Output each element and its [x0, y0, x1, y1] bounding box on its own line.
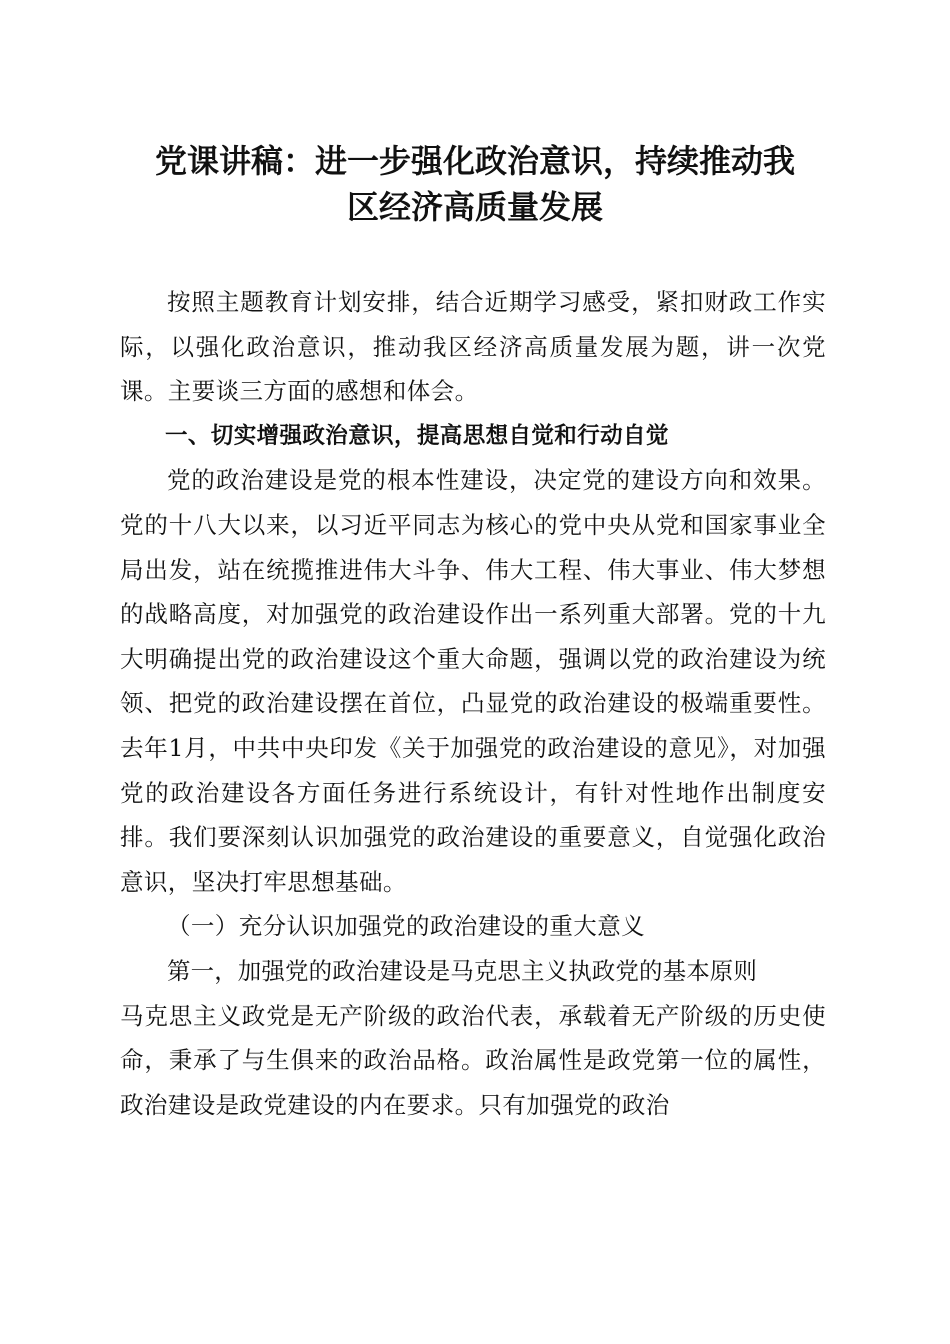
- document-body: [120, 280, 826, 1127]
- intro-paragraph: 按照主题教育计划安排，结合近期学习感受，紧扣财政工作实际，以强化政治意识，推动我区经济高质量发展为题，讲一次党课。主要谈三方面的感想和体会。: [120, 288, 826, 406]
- point-heading-1: 第一，加强党的政治建设是马克思主义执政党的基本原则: [167, 956, 757, 985]
- title-line-2: 区经济高质量发展: [346, 188, 603, 226]
- section-heading-1: 一、切实增强政治意识，提高思想自觉和行动自觉: [165, 422, 669, 449]
- document-title: [100, 138, 850, 230]
- subsection-heading-1: （一）充分认识加强党的政治建设的重大意义: [167, 912, 645, 941]
- title-line-1: 党课讲稿：进一步强化政治意识，持续推动我: [154, 142, 795, 180]
- body-paragraph: 马克思主义政党是无产阶级的政治代表，承载着无产阶级的历史使命，秉承了与生俱来的政治品格。政治属性是政党第一位的属性，政治建设是政党建设的内在要求。只有加强党的政治: [120, 1001, 826, 1119]
- body-paragraph: 党的政治建设是党的根本性建设，决定党的建设方向和效果。党的十八大以来，以习近平同志为核心的党中央从党和国家事业全局出发，站在统揽推进伟大斗争、伟大工程、伟大事业、伟大梦想的战略高度，对加强党的政治建设作出一系列重大部署。党的十九大明确提出党的政治建设这个重大命题，强调以党的政治建设为统领、把党的政治建设摆在首位，凸显党的政治建设的极端重要性。去年1月，中共中央印发《关于加强党的政治建设的意见》，对加强党的政治建设各方面任务进行系统设计，有针对性地作出制度安排。我们要深刻认识加强党的政治建设的重要意义，自觉强化政治意识，坚决打牢思想基础。: [120, 466, 826, 896]
